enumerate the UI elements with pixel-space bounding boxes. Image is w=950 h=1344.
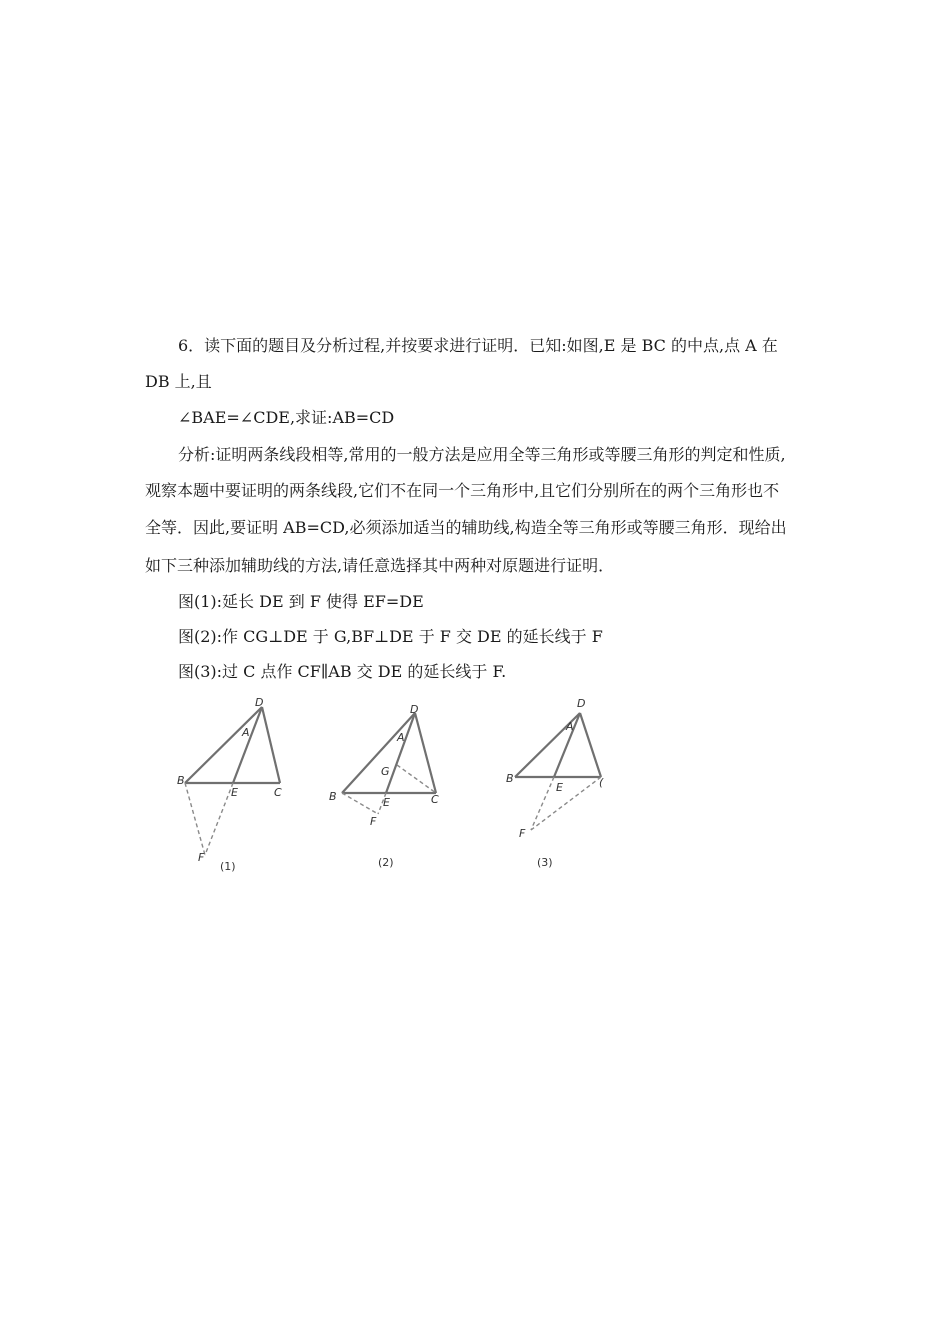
label-d: D: [577, 697, 586, 710]
label-b: B: [506, 772, 514, 785]
segment-bf: [185, 783, 205, 855]
label-a: A: [397, 731, 405, 744]
label-e: E: [231, 786, 238, 799]
label-e: E: [383, 796, 390, 809]
label-c: C: [274, 786, 282, 799]
figure-2-diagram: [322, 690, 452, 880]
problem-line-1: 6．读下面的题目及分析过程,并按要求进行证明．已知:如图,E 是 BC 的中点,点 A 在: [178, 336, 778, 355]
figure-1-caption: (1): [220, 860, 236, 873]
label-f: F: [519, 827, 526, 840]
problem-line-2: DB 上,且: [145, 372, 212, 391]
method-2: 图(2):作 CG⊥DE 于 G,BF⊥DE 于 F 交 DE 的延长线于 F: [178, 627, 603, 646]
figure-2: [322, 690, 452, 880]
label-a: A: [566, 720, 574, 733]
segment-bd: [342, 713, 415, 793]
problem-line-3: ∠BAE=∠CDE,求证:AB=CD: [178, 408, 395, 427]
method-1: 图(1):延长 DE 到 F 使得 EF=DE: [178, 592, 424, 611]
analysis-line-3: 全等．因此,要证明 AB=CD,必须添加适当的辅助线,构造全等三角形或等腰三角形．现给出: [145, 518, 787, 537]
figure-3-diagram: [500, 690, 630, 880]
figure-1: [170, 690, 300, 880]
label-c: (: [599, 776, 604, 789]
segment-bd: [185, 707, 262, 783]
label-d: D: [255, 696, 264, 709]
segment-cf: [531, 777, 601, 830]
segment-de: [386, 713, 415, 793]
segment-de: [233, 707, 262, 783]
segment-ef: [205, 783, 233, 855]
label-d: D: [410, 703, 419, 716]
segment-dc: [580, 713, 601, 777]
analysis-line-4: 如下三种添加辅助线的方法,请任意选择其中两种对原题进行证明．: [145, 556, 615, 575]
figure-3-caption: (3): [537, 856, 553, 869]
analysis-line-1: 分析:证明两条线段相等,常用的一般方法是应用全等三角形或等腰三角形的判定和性质,: [178, 445, 786, 464]
label-a: A: [242, 726, 250, 739]
label-e: E: [556, 781, 563, 794]
label-f: F: [198, 851, 205, 864]
segment-dc: [415, 713, 436, 793]
figure-3: [500, 690, 630, 880]
label-b: B: [329, 790, 337, 803]
label-g: G: [381, 765, 390, 778]
figure-1-diagram: [170, 690, 300, 880]
method-3: 图(3):过 C 点作 CF∥AB 交 DE 的延长线于 F.: [178, 662, 507, 681]
segment-dc: [262, 707, 280, 783]
label-b: B: [177, 774, 185, 787]
figure-2-caption: (2): [378, 856, 394, 869]
label-c: C: [431, 793, 439, 806]
segment-bf: [342, 793, 378, 814]
label-f: F: [370, 815, 377, 828]
analysis-line-2: 观察本题中要证明的两条线段,它们不在同一个三角形中,且它们分别所在的两个三角形也不: [145, 481, 780, 500]
